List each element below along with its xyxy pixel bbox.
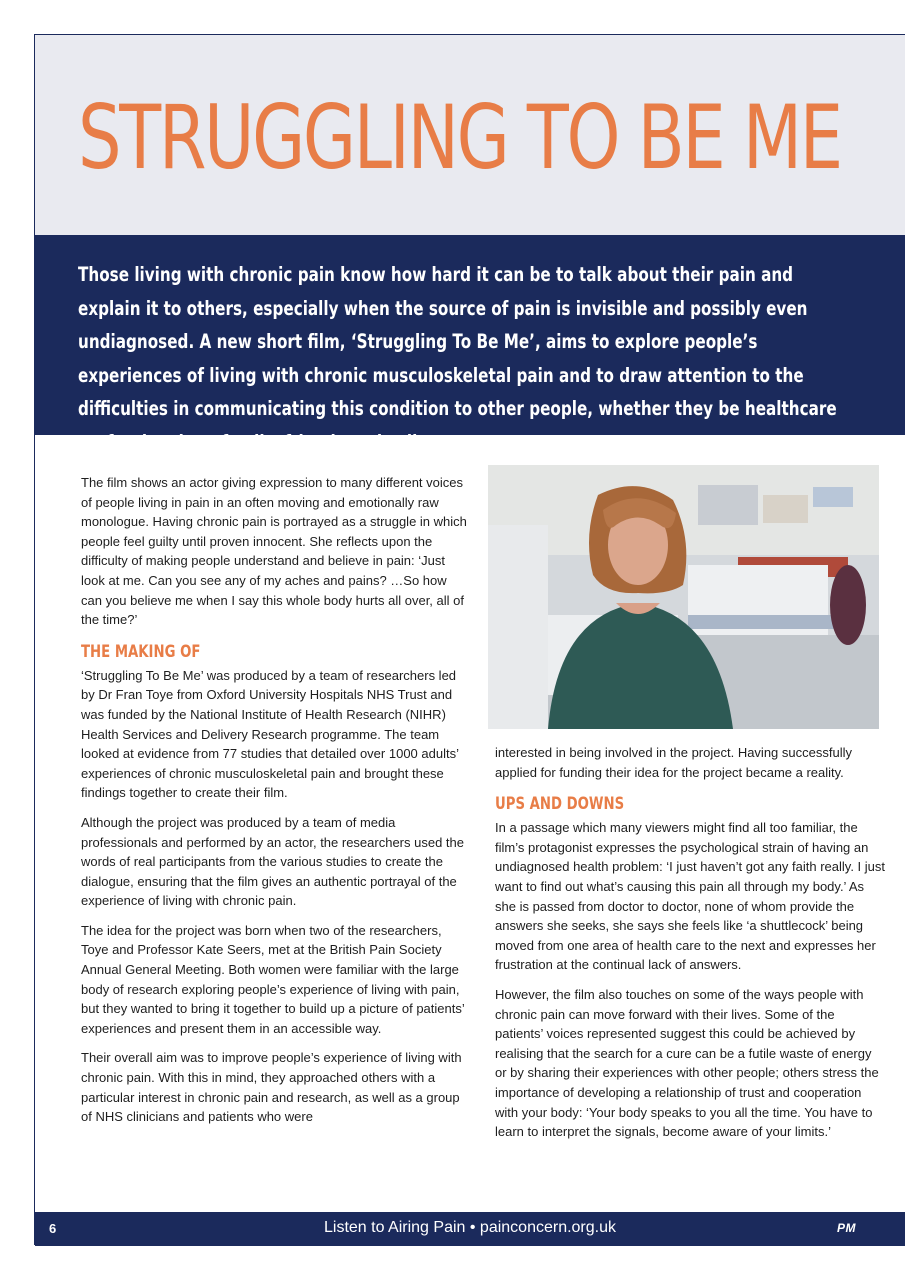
paragraph: The idea for the project was born when two of the researchers, Toye and Professor Kate Seers, met at the British Pain Society Annual General Meeting. Both women were familiar with the large body of research exploring people’s experience of living with pain, but they wanted to bring it together to build up a picture of patients’ experiences and present them in an accessible way. — [81, 922, 465, 1036]
page-footer — [35, 1212, 905, 1246]
right-column — [495, 743, 885, 1152]
paragraph: However, the film also touches on some of the ways people with chronic pain can move forward with their lives. Some of the patients’ voices represented suggest this could be achieved by realising that the search for a cure can be a futile waste of energy or by sharing their experiences with other people; others stress the importance of developing a relationship of trust and cooperation with your body: ‘Your body speaks to you all the time. You have to learn to interpret the signals, become aware of your limits.’ — [495, 986, 879, 1140]
section-heading-ups-and-downs: UPS AND DOWNS — [495, 794, 625, 815]
paragraph: interested in being involved in the project. Having successfully applied for funding their idea for the project became a reality. — [495, 745, 852, 780]
article-title: STRUGGLING TO BE ME — [78, 86, 841, 189]
paragraph: The film shows an actor giving expression to many different voices of people living in pain in an often moving and emotionally raw monologue. Having chronic pain is portrayed as a struggle in which people feel guilty until proven innocent. She reflects upon the difficulty of making people understand and believe in pain: ‘Just look at me. Can you see any of my aches and pains? …So how can you believe me when I say this whole body hurts all over, all of the time?’ — [81, 475, 467, 628]
left-column — [81, 473, 471, 1137]
section-heading-making-of: THE MAKING OF — [81, 641, 201, 662]
pain-matters-logo: PM — [837, 1221, 856, 1235]
paragraph: Their overall aim was to improve people’s experience of living with chronic pain. With this in mind, they approached others with a particular interest in chronic pain and research, as well as a group of NHS clinicians and patients who were — [81, 1050, 462, 1125]
article-intro: Those living with chronic pain know how hard it can be to talk about their pain and explain it to others, especially when the source of pain is invisible and possibly even undiagnosed. A new short film, ‘Struggling To Be Me’, aims to explore people’s experiences of living with chronic musculoskeletal pain and to draw attention to the difficulties in communicating this condition to other people, whether they be healthcare professionals or family, friends and colleagues — [78, 263, 837, 454]
footer-link-text[interactable]: Listen to Airing Pain • painconcern.org.uk — [324, 1219, 616, 1236]
paragraph: In a passage which many viewers might find all too familiar, the film’s protagonist expresses the psychological strain of having an undiagnosed health problem: ‘I just haven’t got any faith really. I just want to find out what’s causing this pain all through my body.’ As she is passed from doctor to doctor, none of whom provide the answers she seeks, she says she feels like ‘a shuttlecock’ being moved from one area of health care to the next and expresses her frustration at the continual lack of answers. — [495, 820, 885, 973]
paragraph: Although the project was produced by a team of media professionals and performed by an actor, the researchers used the words of real participants from the various studies to create the dialogue, ensuring that the film gives an authentic portrayal of the experience of living with chronic pain. — [81, 814, 464, 909]
film-still-photo — [488, 465, 879, 729]
paragraph: ‘Struggling To Be Me’ was produced by a team of researchers led by Dr Fran Toye from Oxford University Hospitals NHS Trust and was funded by the National Institute of Health Research (NIHR) Health Services and Delivery Research programme. The team looked at evidence from 77 studies that detailed over 1000 adults’ experiences of chronic musculoskeletal pain and brought these findings together to create their film. — [81, 667, 459, 801]
page-number: 6 — [49, 1221, 57, 1236]
hospital-ward-scene — [488, 465, 879, 729]
